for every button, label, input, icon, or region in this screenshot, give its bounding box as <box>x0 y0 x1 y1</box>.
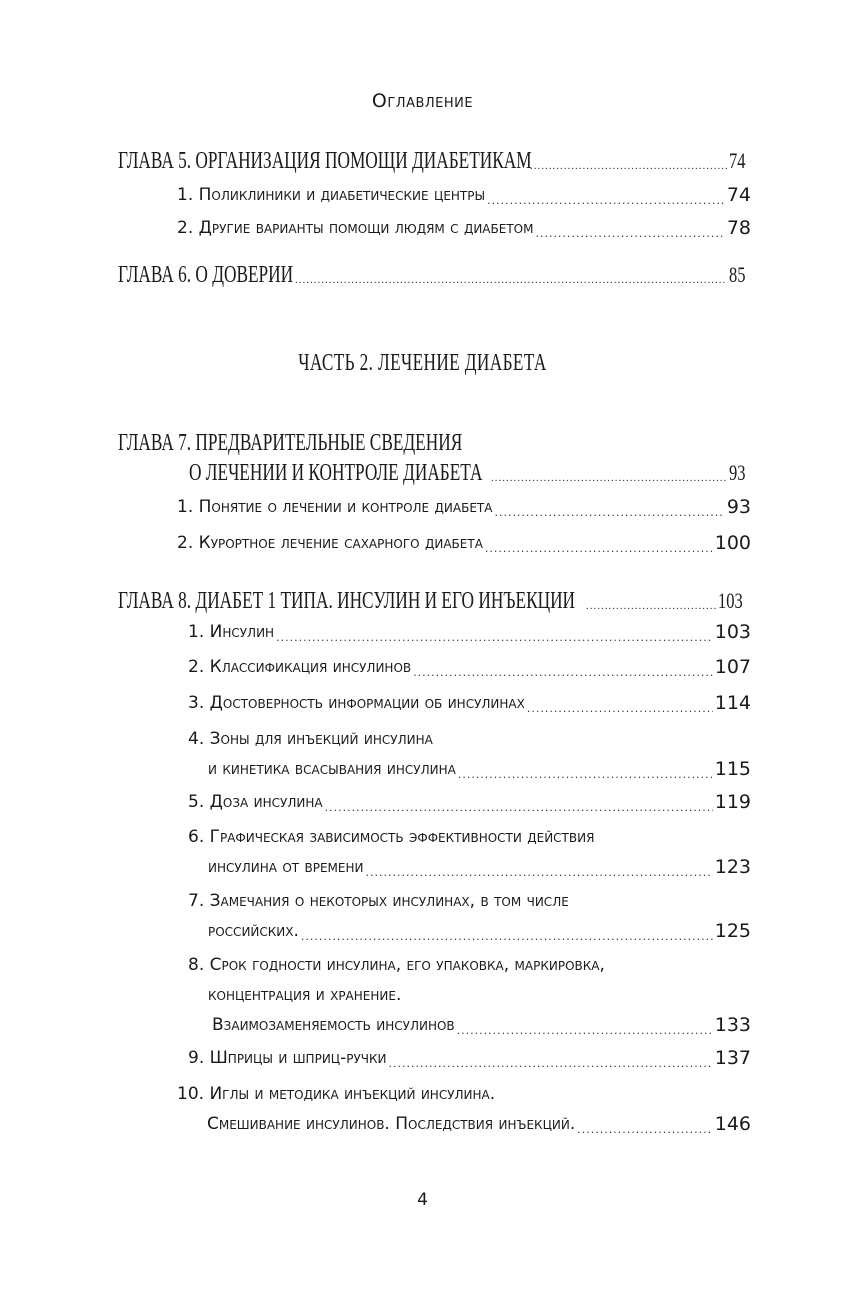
section-page: 78 <box>726 217 751 239</box>
toc-chapter-8[interactable] <box>118 586 751 616</box>
toc-section-8-9[interactable] <box>188 1043 751 1073</box>
toc-section-8-1[interactable] <box>188 617 751 647</box>
chapter-page: 93 <box>729 460 746 485</box>
section-page: 114 <box>714 692 751 714</box>
chapter-title-line2: О ЛЕЧЕНИИ И КОНТРОЛЕ ДИАБЕТА <box>189 460 483 486</box>
toc-section-8-10[interactable] <box>177 1079 751 1139</box>
section-title: 3. Достоверность информации об инсулинах <box>188 693 525 713</box>
dot-leader <box>530 161 727 172</box>
dot-leader <box>325 802 713 813</box>
section-page: 107 <box>714 656 751 678</box>
dot-leader <box>276 632 713 643</box>
section-title: 2. Курортное лечение сахарного диабета <box>177 533 483 553</box>
page-number: 4 <box>417 1190 428 1210</box>
chapter-page: 85 <box>729 262 746 287</box>
dot-leader <box>586 601 716 612</box>
toc-chapter-5[interactable] <box>118 146 751 176</box>
toc-chapter-7[interactable] <box>118 428 751 488</box>
dot-leader <box>366 867 713 878</box>
section-title-line1: 8. Срок годности инсулина, его упаковка, маркировка, <box>188 955 605 975</box>
chapter-page: 103 <box>718 588 743 613</box>
section-page: 100 <box>714 532 751 554</box>
section-title: 1. Инсулин <box>188 622 275 642</box>
toc-section-5-2[interactable] <box>177 213 751 243</box>
section-title-line1: 7. Замечания о некоторых инсулинах, в том числе <box>188 891 569 911</box>
dot-leader <box>494 507 724 518</box>
section-page: 137 <box>714 1047 751 1069</box>
section-page: 125 <box>714 920 751 942</box>
toc-section-8-4[interactable] <box>188 724 751 784</box>
dot-leader <box>413 667 713 678</box>
chapter-page: 74 <box>729 148 746 173</box>
dot-leader <box>389 1058 713 1069</box>
chapter-title: ГЛАВА 5. ОРГАНИЗАЦИЯ ПОМОЩИ ДИАБЕТИКАМ <box>118 148 532 174</box>
dot-leader <box>295 275 727 286</box>
toc-section-7-1[interactable] <box>177 492 751 522</box>
section-title-line2: концентрация и хранение. <box>208 985 402 1005</box>
toc-section-5-1[interactable] <box>177 180 751 210</box>
dot-leader <box>301 931 713 942</box>
toc-section-7-2[interactable] <box>177 528 751 558</box>
dot-leader <box>527 703 713 714</box>
dot-leader <box>458 769 713 780</box>
section-title: 1. Поликлиники и диабетические центры <box>177 185 486 205</box>
section-page: 146 <box>714 1113 751 1135</box>
section-title: 2. Классификация инсулинов <box>188 657 412 677</box>
section-page: 133 <box>714 1014 751 1036</box>
toc-section-8-5[interactable] <box>188 787 751 817</box>
section-title: 5. Доза инсулина <box>188 792 323 812</box>
section-title-line3: Взаимозаменяемость инсулинов <box>212 1015 455 1035</box>
dot-leader <box>485 543 713 554</box>
section-page: 74 <box>726 184 751 206</box>
section-title-line1: 4. Зоны для инъекций инсулина <box>188 729 433 749</box>
section-title-line2: российских. <box>208 921 299 941</box>
section-title-line2: Смешивание инсулинов. Последствия инъекций. <box>207 1114 576 1134</box>
section-page: 119 <box>714 791 751 813</box>
toc-section-8-6[interactable] <box>188 822 751 882</box>
section-title: 9. Шприцы и шприц-ручки <box>188 1048 387 1068</box>
dot-leader <box>577 1124 712 1135</box>
toc-section-8-2[interactable] <box>188 652 751 682</box>
dot-leader <box>457 1025 713 1036</box>
section-page: 123 <box>714 856 751 878</box>
section-title-line2: инсулина от времени <box>208 857 364 877</box>
chapter-title-line1: ГЛАВА 7. ПРЕДВАРИТЕЛЬНЫЕ СВЕДЕНИЯ <box>118 430 463 456</box>
chapter-title: ГЛАВА 8. ДИАБЕТ 1 ТИПА. ИНСУЛИН И ЕГО ИНЪЕКЦИИ <box>118 588 576 614</box>
section-title: 1. Понятие о лечении и контроле диабета <box>177 497 493 517</box>
toc-section-8-7[interactable] <box>188 886 751 946</box>
section-title: 2. Другие варианты помощи людям с диабетом <box>177 218 534 238</box>
dot-leader <box>487 195 725 206</box>
toc-section-8-3[interactable] <box>188 688 751 718</box>
section-title-line2: и кинетика всасывания инсулина <box>208 759 456 779</box>
section-page: 103 <box>714 621 751 643</box>
chapter-title: ГЛАВА 6. О ДОВЕРИИ <box>118 262 294 288</box>
toc-title: Оглавление <box>371 90 474 112</box>
section-title-line1: 6. Графическая зависимость эффективности действия <box>188 827 595 847</box>
section-title-line1: 10. Иглы и методика инъекций инсулина. <box>177 1084 496 1104</box>
toc-section-8-8[interactable] <box>188 950 751 1040</box>
section-page: 115 <box>714 758 751 780</box>
toc-chapter-6[interactable] <box>118 260 751 290</box>
dot-leader <box>491 473 727 484</box>
dot-leader <box>535 228 724 239</box>
part-title: ЧАСТЬ 2. ЛЕЧЕНИЕ ДИАБЕТА <box>298 350 547 376</box>
section-page: 93 <box>726 496 751 518</box>
